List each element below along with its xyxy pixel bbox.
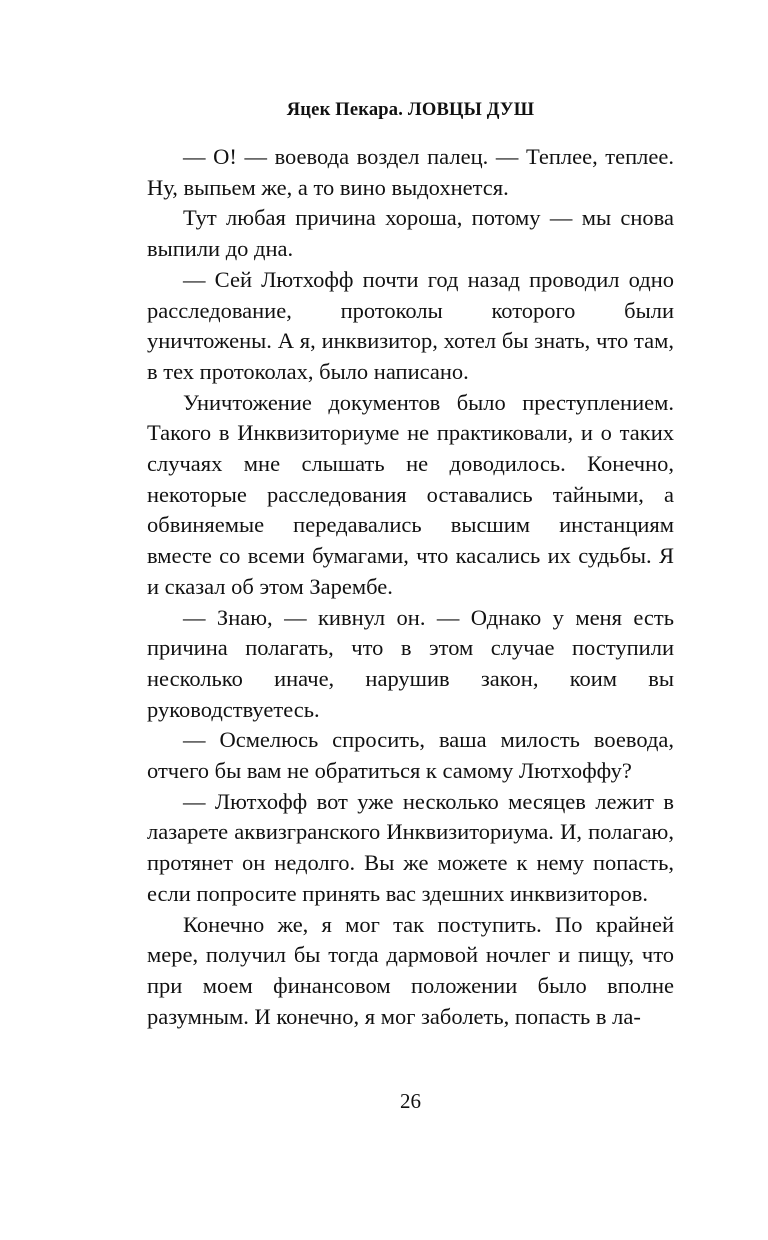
- page-body: [147, 142, 674, 1032]
- paragraph: — Сей Лютхофф почти год назад проводил одно расследование, протоколы которого были уничтожены. А я, инквизитор, хотел бы знать, что там, в тех протоколах, было написано.: [147, 266, 674, 384]
- page-number: 26: [400, 1089, 421, 1113]
- paragraph: Конечно же, я мог так поступить. По крайней мере, получил бы тогда дармовой ночлег и пищу, что при моем финансовом положении было вполне разумным. И конечно, я мог заболеть, попасть в ла-: [147, 911, 674, 1029]
- paragraph: — Осмелюсь спросить, ваша милость воевода, отчего бы вам не обратиться к самому Лютхоффу?: [147, 727, 674, 784]
- paragraph: Тут любая причина хороша, потому — мы снова выпили до дна.: [147, 205, 674, 262]
- paragraph: — О! — воевода воздел палец. — Теплее, теплее. Ну, выпьем же, а то вино выдохнется.: [147, 144, 674, 200]
- paragraph: — Знаю, — кивнул он. — Однако у меня есть причина полагать, что в этом случае поступили несколько иначе, нарушив закон, коим вы руководствуетесь.: [147, 604, 674, 722]
- paragraph: Уничтожение документов было преступлением. Такого в Инквизиториуме не практиковали, и о таких случаях мне слышать не доводилось. Конечно, некоторые расследования оставались тайными, а обвиняемые передавались высшим инстанциям вместе со всеми бумагами, что касались их судьбы. Я и сказал об этом Зарембе.: [147, 389, 674, 599]
- running-header: Яцек Пекара. ЛОВЦЫ ДУШ: [286, 100, 535, 120]
- paragraph: — Лютхофф вот уже несколько месяцев лежит в лазарете аквизгранского Инквизиториума. И, полагаю, протянет он недолго. Вы же можете к нему попасть, если попросите принять вас здешних инквизиторов.: [147, 788, 674, 906]
